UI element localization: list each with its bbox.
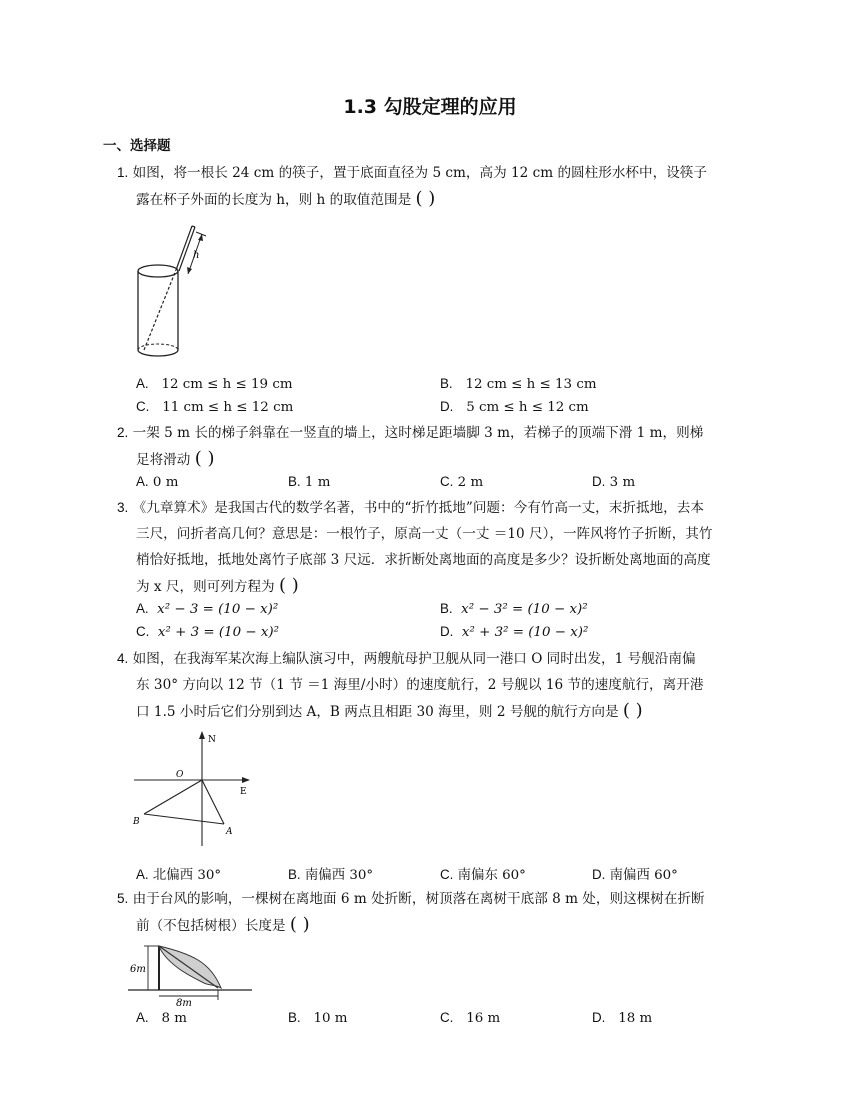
question-3-line-4: 为 x 尺，则可列方程为 ( ) [136, 575, 299, 596]
q5-option-a[interactable]: A. 8 m [136, 1010, 187, 1026]
question-2-line-1: 2. 一架 5 m 长的梯子斜靠在一竖直的墙上，这时梯足距墙脚 3 m，若梯子的顶端下滑 1 m，则梯 [117, 425, 704, 441]
segment-ob [144, 780, 202, 814]
cup-chopstick-figure [130, 220, 210, 370]
arrow-up-icon [198, 234, 203, 241]
section-heading: 一、选择题 [103, 138, 171, 154]
q5-option-d[interactable]: D. 18 m [592, 1010, 653, 1026]
q2-option-b[interactable]: B. 1 m [288, 474, 331, 490]
question-4-line-1: 4. 如图，在我海军某次海上编队演习中，两艘航母护卫舰从同一港口 O 同时出发，1 号舰沿南偏 [117, 651, 696, 667]
compass-triangle-figure [128, 728, 258, 853]
q2-option-c[interactable]: C. 2 m [440, 474, 484, 490]
question-3-line-3: 梢恰好抵地，抵地处离竹子底部 3 尺远．求折断处离地面的高度是多少？设折断处离地面的高度 [136, 552, 711, 568]
question-5-line-2: 前（不包括树根）长度是 ( ) [136, 914, 310, 935]
chopstick-outside-2 [179, 227, 195, 271]
q3-option-a[interactable]: A. x² − 3 = (10 − x)² [136, 601, 279, 617]
q4-option-b[interactable]: B. 南偏西 30° [288, 867, 374, 883]
answer-paren: ( ) [622, 700, 643, 721]
q4-option-c[interactable]: C. 南偏东 60° [440, 867, 526, 883]
broken-tree-figure [126, 940, 256, 1008]
question-number: 1. [117, 165, 129, 180]
arrow-down-icon [187, 267, 192, 274]
q3-option-d[interactable]: D. x² + 3² = (10 − x)² [440, 624, 589, 640]
q1-option-a[interactable]: A. 12 cm ≤ h ≤ 19 cm [136, 376, 293, 392]
chopstick-outside-1 [176, 226, 192, 270]
q1-option-c[interactable]: C. 11 cm ≤ h ≤ 12 cm [136, 399, 294, 415]
height-label: 6m [130, 964, 146, 975]
cup-top-ellipse [138, 265, 178, 277]
point-a-label: A [226, 827, 233, 837]
cup-bottom-front [138, 350, 178, 356]
east-arrow-icon [242, 777, 250, 783]
question-4-line-2: 东 30° 方向以 12 节（1 节 ＝1 海里/小时）的速度航行，2 号舰以 16 节的速度航行，离开港 [136, 677, 704, 693]
q4-option-a[interactable]: A. 北偏西 30° [136, 867, 222, 883]
q4-option-d[interactable]: D. 南偏西 60° [592, 867, 678, 883]
width-label: 8m [176, 998, 192, 1008]
q3-option-b[interactable]: B. x² − 3² = (10 − x)² [440, 601, 588, 617]
segment-ab [144, 814, 224, 824]
answer-paren: ( ) [194, 448, 215, 469]
answer-paren: ( ) [415, 188, 436, 209]
broken-segment [159, 946, 218, 988]
answer-paren: ( ) [278, 575, 299, 596]
north-arrow-icon [199, 731, 205, 739]
question-4-line-3: 口 1.5 小时后它们分别到达 A，B 两点且相距 30 海里，则 2 号舰的航行方向是 ( ) [136, 700, 643, 721]
q3-option-c[interactable]: C. x² + 3 = (10 − x)² [136, 624, 279, 640]
chopstick-inside [144, 270, 176, 350]
q1-option-d[interactable]: D. 5 cm ≤ h ≤ 12 cm [440, 399, 589, 415]
question-3-line-2: 三尺，问折者高几何？意思是：一根竹子，原高一丈（一丈 ＝10 尺），一阵风将竹子折断，其竹 [136, 526, 713, 542]
h-label: h [193, 250, 200, 261]
q2-option-d[interactable]: D. 3 m [592, 474, 636, 490]
north-label: N [208, 735, 216, 745]
origin-label: O [176, 770, 184, 780]
page-title: 1.3 勾股定理的应用 [343, 96, 517, 118]
answer-paren: ( ) [289, 914, 310, 935]
segment-oa [202, 780, 224, 824]
q2-option-a[interactable]: A. 0 m [136, 474, 179, 490]
q5-option-b[interactable]: B. 10 m [288, 1010, 348, 1026]
q5-option-c[interactable]: C. 16 m [440, 1010, 501, 1026]
question-1-line-1: 1. 如图，将一根长 24 cm 的筷子，置于底面直径为 5 cm，高为 12 cm 的圆柱形水杯中，设筷子 [117, 165, 707, 181]
point-b-label: B [133, 817, 140, 827]
question-3-line-1: 3. 《九章算术》是我国古代的数学名著，书中的“折竹抵地”问题：今有竹高一丈，末折抵地，去本 [117, 500, 704, 516]
question-1-line-2: 露在杯子外面的长度为 h，则 h 的取值范围是 ( ) [136, 188, 436, 209]
q1-option-b[interactable]: B. 12 cm ≤ h ≤ 13 cm [440, 376, 597, 392]
question-2-line-2: 足将滑动 ( ) [136, 448, 215, 469]
question-5-line-1: 5. 由于台风的影响，一棵树在离地面 6 m 处折断，树顶落在离树干底部 8 m 处，则这棵树在折断 [117, 891, 705, 907]
east-label: E [240, 787, 247, 797]
